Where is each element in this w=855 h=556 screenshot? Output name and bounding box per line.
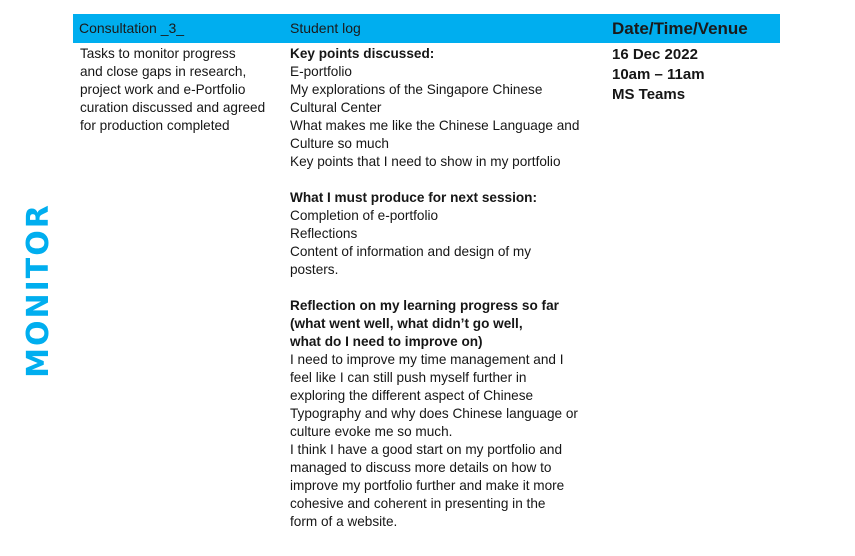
reflection-text-line: I think I have a good start on my portfolio and [290, 442, 563, 457]
tasks-line: project work and e-Portfolio [80, 82, 246, 97]
tasks-column [80, 45, 278, 135]
produce-item: Reflections [290, 226, 358, 241]
reflection-heading-line: Reflection on my learning progress so far [290, 298, 559, 313]
tasks-line: curation discussed and agreed [80, 100, 266, 115]
reflection-text-line: form of a website. [290, 514, 398, 529]
side-label [18, 201, 58, 379]
reflection-heading-line: what do I need to improve on) [290, 334, 483, 349]
student-log-column [290, 45, 604, 531]
tasks-line: and close gaps in research, [80, 64, 247, 79]
header-consultation: Consultation _3_ [79, 20, 185, 36]
reflection-text-line: improve my portfolio further and make it more [290, 478, 565, 493]
key-points-heading: Key points discussed: [290, 46, 435, 61]
reflection-text-line: Typography and why does Chinese language or [290, 406, 578, 421]
session-venue: MS Teams [612, 86, 686, 103]
reflection-text-line: feel like I can still push myself further in [290, 370, 527, 385]
tasks-line: Tasks to monitor progress [80, 46, 236, 61]
session-time: 10am – 11am [612, 66, 705, 83]
produce-heading: What I must produce for next session: [290, 190, 537, 205]
table-header [73, 14, 780, 43]
key-point-line: Culture so much [290, 136, 389, 151]
reflection-text-line: exploring the different aspect of Chinese [290, 388, 534, 403]
reflection-text-line: culture evoke me so much. [290, 424, 453, 439]
produce-item: posters. [290, 262, 339, 277]
key-point-line: Key points that I need to show in my portfolio [290, 154, 561, 169]
produce-item: Completion of e-portfolio [290, 208, 439, 223]
key-point-line: Cultural Center [290, 100, 382, 115]
reflection-text-line: cohesive and coherent in presenting in the [290, 496, 546, 511]
session-date: 16 Dec 2022 [612, 46, 698, 63]
reflection-heading-line: (what went well, what didn’t go well, [290, 316, 523, 331]
header-datetime-venue: Date/Time/Venue [612, 19, 748, 38]
reflection-text-line: managed to discuss more details on how to [290, 460, 552, 475]
session-details-column [612, 45, 782, 105]
produce-item: Content of information and design of my [290, 244, 532, 259]
reflection-text-line: I need to improve my time management and I [290, 352, 564, 367]
key-point-line: E-portfolio [290, 64, 352, 79]
side-label-text: MONITOR [20, 202, 56, 378]
tasks-line: for production completed [80, 118, 230, 133]
header-student-log: Student log [290, 20, 361, 36]
key-point-line: What makes me like the Chinese Language and [290, 118, 580, 133]
key-point-line: My explorations of the Singapore Chinese [290, 82, 543, 97]
